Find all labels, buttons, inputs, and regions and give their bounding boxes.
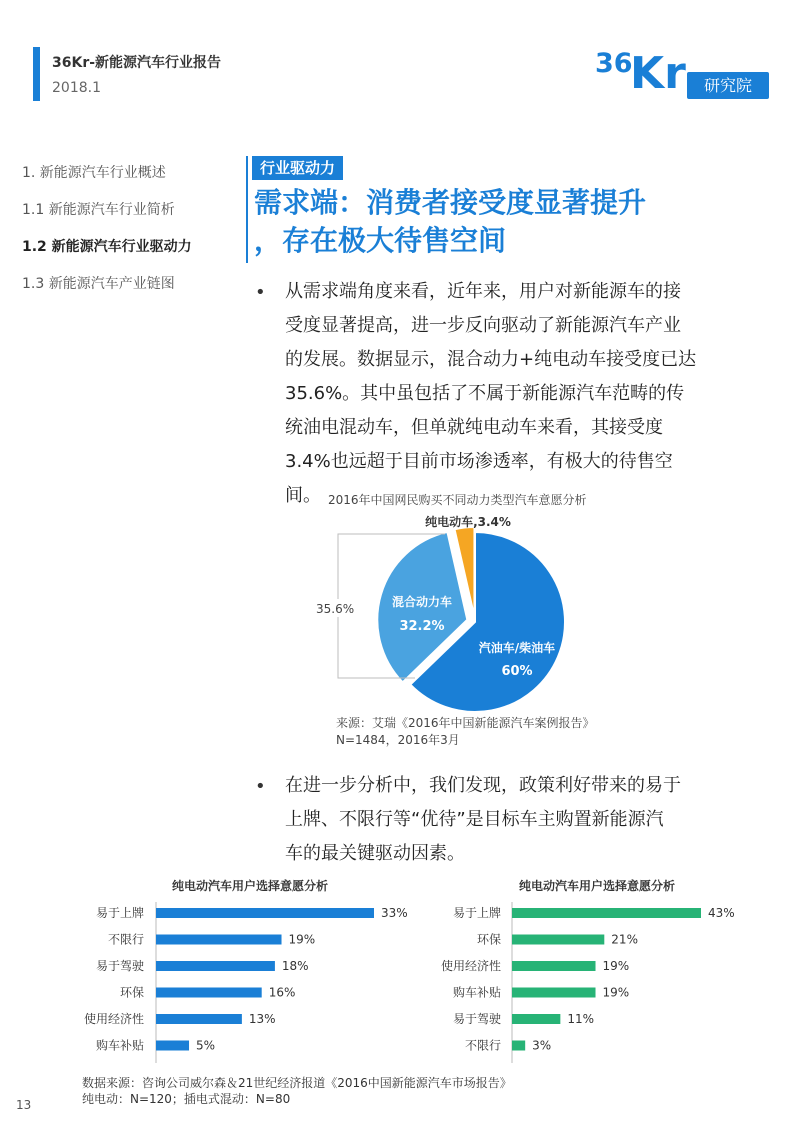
right-chart-category-label: 易于驾驶 (452, 1012, 501, 1026)
headline-line-1: 需求端：消费者接受度显著提升 (254, 186, 647, 219)
left-chart-category-label: 环保 (119, 985, 144, 1000)
report-title: 36Kr-新能源汽车行业报告 (52, 55, 222, 71)
ev-slice-label: 纯电动车,3.4% (425, 515, 511, 529)
left-chart-bar (156, 961, 275, 971)
right-chart-value-label: 19% (602, 985, 630, 1000)
gas-slice-label: 汽油车/柴油车 (478, 641, 556, 655)
toc-item-active[interactable]: 1.2 新能源汽车行业驱动力 (22, 239, 192, 255)
paragraph-line: 在进一步分析中，我们发现，政策利好带来的易于 (285, 775, 681, 796)
report-date: 2018.1 (52, 80, 101, 96)
toc-item[interactable]: 1.1 新能源汽车行业简析 (22, 202, 175, 218)
logo-box-text: 研究院 (687, 72, 769, 99)
pie-chart-title: 2016年中国网民购买不同动力类型汽车意愿分析 (328, 493, 587, 507)
right-chart-bar (512, 961, 596, 971)
source-line: 纯电动：N=120；插电式混动：N=80 (82, 1092, 291, 1106)
pie-source (336, 715, 595, 749)
section-tag: 行业驱动力 (252, 156, 343, 180)
right-chart-bar (512, 988, 596, 998)
paragraph-line: 受度显著提高，进一步反向驱动了新能源汽车产业 (285, 315, 681, 336)
right-chart-bar (512, 1041, 525, 1051)
left-chart-value-label: 5% (196, 1038, 216, 1053)
left-chart-bar (156, 1014, 242, 1024)
paragraph-line: 35.6%。其中虽包括了不属于新能源汽车范畴的传 (285, 383, 685, 404)
bullet-dot: • (255, 282, 266, 303)
paragraph-2 (285, 769, 713, 871)
left-chart-category-label: 易于上牌 (95, 906, 144, 920)
left-chart-value-label: 18% (281, 959, 309, 973)
right-chart-bar (512, 1014, 560, 1024)
logo-kr: Kr (630, 48, 686, 99)
source-line: N=1484，2016年3月 (336, 733, 460, 747)
right-chart-bar (512, 908, 701, 918)
bar-chart-right-title: 纯电动汽车用户选择意愿分析 (519, 879, 676, 893)
paragraph-1 (285, 275, 713, 513)
right-chart-category-label: 不限行 (464, 1038, 501, 1053)
logo-36kr-research (595, 46, 770, 102)
paragraph-line: 3.4%也远超于目前市场渗透率，有极大的待售空 (285, 451, 673, 472)
right-chart-value-label: 19% (602, 959, 630, 973)
right-chart-value-label: 43% (708, 906, 735, 920)
right-chart-value-label: 21% (611, 932, 638, 947)
paragraph-line: 间。 (285, 485, 321, 506)
headline-line-2: ，存在极大待售空间 (254, 224, 507, 257)
right-chart-value-label: 11% (567, 1012, 595, 1026)
left-chart-category-label: 易于驾驶 (95, 959, 144, 973)
section-divider (246, 156, 248, 263)
right-chart-category-label: 购车补贴 (452, 985, 501, 1000)
bar-chart-left-title: 纯电动汽车用户选择意愿分析 (172, 879, 329, 893)
toc-item[interactable]: 1.3 新能源汽车产业链图 (22, 276, 175, 292)
paragraph-line: 的发展。数据显示，混合动力+纯电动车接受度已达 (285, 349, 697, 370)
source-line: 来源：艾瑞《2016年中国新能源汽车案例报告》 (336, 716, 595, 730)
left-chart-bar (156, 908, 374, 918)
right-chart-category-label: 环保 (476, 932, 501, 947)
left-chart-category-label: 购车补贴 (95, 1038, 144, 1053)
left-chart-value-label: 16% (268, 985, 296, 1000)
left-chart-value-label: 19% (288, 932, 316, 947)
paragraph-line: 车的最关键驱动因素。 (285, 843, 465, 864)
left-chart-category-label: 使用经济性 (83, 1012, 144, 1026)
bar-chart-right (420, 900, 760, 1065)
hybrid-slice-label: 混合动力车 (391, 595, 453, 609)
header-accent-bar (33, 47, 40, 101)
pie-chart (300, 505, 610, 715)
right-chart-value-label: 3% (532, 1038, 552, 1053)
gas-slice-value: 60% (501, 664, 533, 679)
right-chart-category-label: 使用经济性 (440, 959, 501, 973)
bullet-dot: • (255, 776, 266, 797)
right-chart-bar (512, 935, 604, 945)
left-chart-bar (156, 935, 282, 945)
paragraph-line: 从需求端角度来看，近年来，用户对新能源车的接 (285, 281, 681, 302)
left-chart-bar (156, 1041, 189, 1051)
logo-number: 36 (595, 48, 633, 79)
bar-chart-left (70, 900, 420, 1065)
paragraph-line: 上牌、不限行等“优待”是目标车主购置新能源汽 (285, 809, 664, 830)
source-line: 数据来源：咨询公司威尔森＆21世纪经济报道《2016中国新能源汽车市场报告》 (82, 1076, 512, 1090)
hybrid-slice-value: 32.2% (399, 619, 445, 634)
paragraph-line: 统油电混动车，但单就纯电动车来看，其接受度 (285, 417, 663, 438)
left-chart-bar (156, 988, 262, 998)
left-chart-value-label: 33% (381, 906, 408, 920)
section-headline (254, 184, 724, 260)
left-chart-category-label: 不限行 (107, 932, 144, 947)
toc-item[interactable]: 1. 新能源汽车行业概述 (22, 165, 166, 181)
table-of-contents (22, 163, 242, 311)
annotation-35-6: 35.6% (316, 602, 355, 616)
left-chart-value-label: 13% (248, 1012, 276, 1026)
data-source-footnote (82, 1075, 512, 1107)
page-number: 13 (16, 1098, 32, 1112)
right-chart-category-label: 易于上牌 (452, 906, 501, 920)
